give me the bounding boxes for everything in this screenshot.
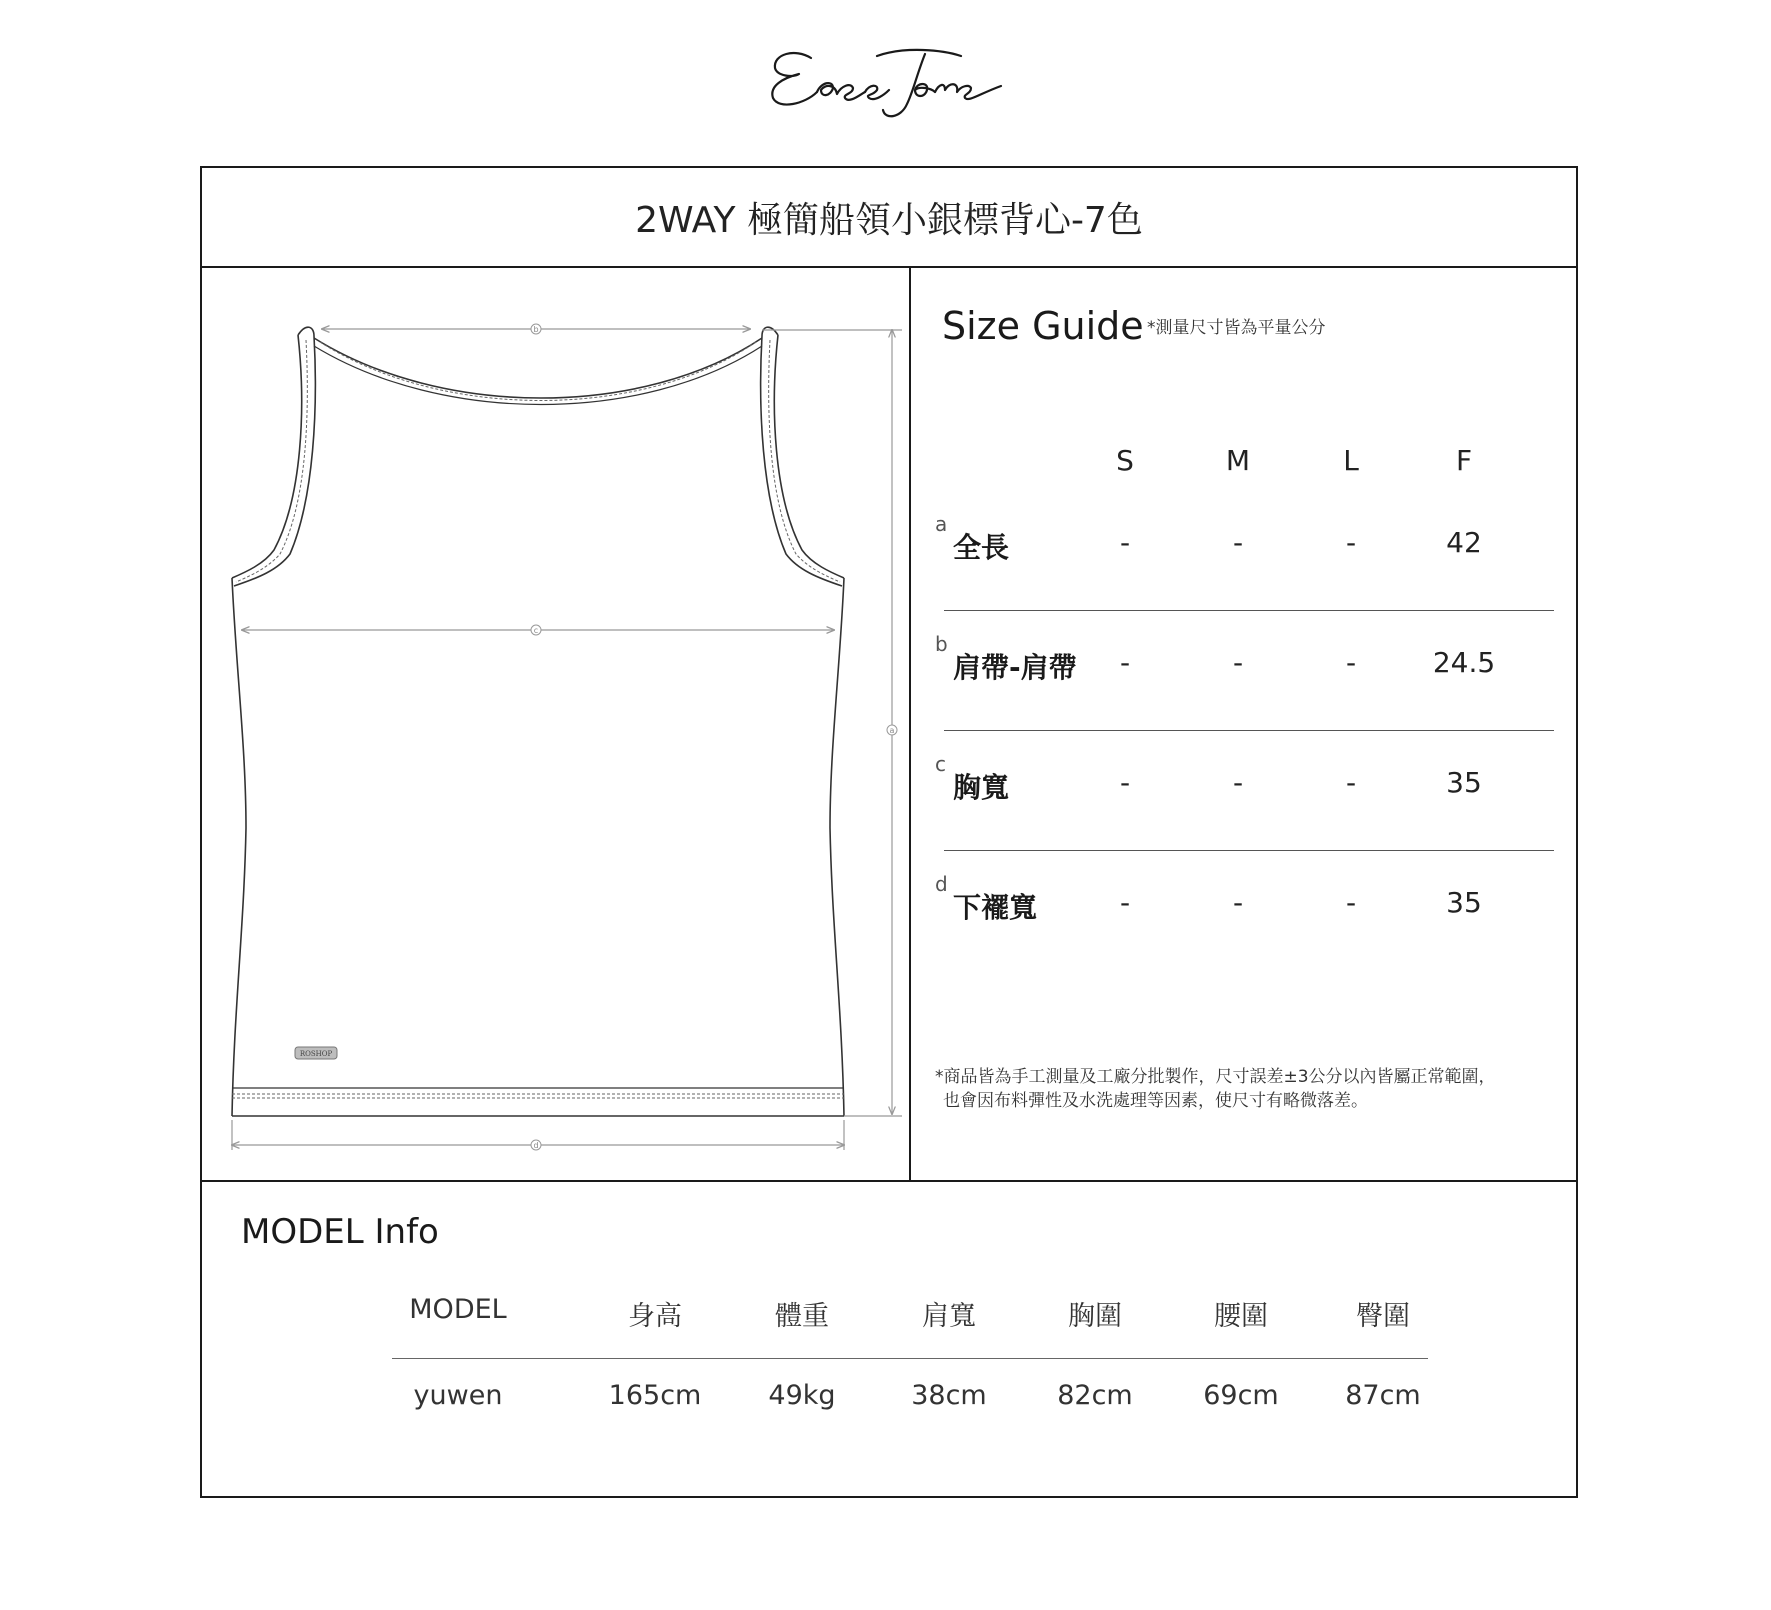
model-value: 49kg: [768, 1380, 836, 1411]
size-guide: [911, 268, 1576, 1180]
row-label: 肩帶-肩帶: [953, 651, 1077, 684]
model-header: 腰圍: [1214, 1301, 1268, 1332]
size-value: 35: [1446, 766, 1482, 799]
size-row-strap-width: [911, 632, 1576, 692]
product-title: 2WAY 極簡船領小銀標背心-7色: [202, 168, 1576, 268]
size-value: -: [1345, 526, 1357, 559]
size-value: -: [1119, 526, 1131, 559]
size-value: 35: [1446, 886, 1482, 919]
model-header: MODEL: [409, 1294, 507, 1325]
row-divider: [944, 610, 1554, 611]
row-divider: [944, 730, 1554, 731]
marker-a: a: [889, 726, 895, 735]
size-disclaimer: [935, 1065, 1575, 1113]
size-value: -: [1345, 766, 1357, 799]
model-value: 87cm: [1345, 1380, 1421, 1411]
silver-tag-icon: [295, 1047, 337, 1059]
size-value: -: [1232, 526, 1244, 559]
model-value: yuwen: [413, 1380, 503, 1411]
size-value: -: [1345, 646, 1357, 679]
disclaimer-line: *商品皆為手工測量及工廠分批製作，尺寸誤差±3公分以內皆屬正常範圍，: [935, 1067, 1496, 1087]
svg-text:ROSHOP: ROSHOP: [299, 1050, 333, 1058]
size-value: -: [1119, 886, 1131, 919]
size-value: -: [1345, 886, 1357, 919]
model-header: 體重: [775, 1301, 829, 1332]
measurement-note: *測量尺寸皆為平量公分: [1147, 318, 1326, 338]
size-guide-title: Size Guide: [942, 304, 1144, 348]
size-chart-sheet: [200, 166, 1578, 1498]
model-value: 38cm: [911, 1380, 987, 1411]
row-label: 全長: [953, 531, 1010, 564]
size-header-l: L: [1343, 444, 1359, 477]
row-letter: a: [935, 512, 948, 536]
model-info-title: MODEL Info: [241, 1212, 439, 1252]
size-value: -: [1119, 766, 1131, 799]
size-header-f: F: [1455, 444, 1473, 477]
marker-c: c: [533, 626, 539, 635]
row-letter: b: [935, 632, 948, 656]
row-divider: [944, 850, 1554, 851]
size-header-m: M: [1225, 444, 1251, 477]
model-value: 165cm: [608, 1380, 702, 1411]
model-header: 臀圍: [1356, 1301, 1410, 1332]
disclaimer-line: 也會因布料彈性及水洗處理等因素，使尺寸有略微落差。: [943, 1091, 1368, 1111]
size-row-hem: [911, 872, 1576, 932]
size-value: 24.5: [1432, 646, 1496, 679]
model-divider: [392, 1358, 1428, 1359]
row-letter: d: [935, 872, 948, 896]
size-value: -: [1232, 886, 1244, 919]
size-row-chest: [911, 752, 1576, 812]
model-value: 82cm: [1057, 1380, 1133, 1411]
model-header: 胸圍: [1068, 1301, 1122, 1332]
model-value: 69cm: [1203, 1380, 1279, 1411]
tank-top-outline: [232, 327, 844, 1116]
size-value: -: [1232, 766, 1244, 799]
size-value: -: [1119, 646, 1131, 679]
size-header-s: S: [1116, 444, 1134, 477]
model-info: [202, 1180, 1576, 1496]
marker-d: d: [533, 1141, 539, 1150]
row-label: 胸寬: [953, 771, 1010, 804]
marker-b: b: [533, 325, 539, 334]
row-label: 下襬寬: [953, 891, 1038, 924]
size-value: 42: [1446, 526, 1482, 559]
size-row-length: [911, 512, 1576, 572]
brand-logo: [765, 40, 1010, 125]
row-letter: c: [935, 752, 946, 776]
size-value: -: [1232, 646, 1244, 679]
model-header: 身高: [628, 1301, 682, 1332]
model-header: 肩寬: [922, 1301, 976, 1332]
garment-diagram: [202, 268, 911, 1180]
